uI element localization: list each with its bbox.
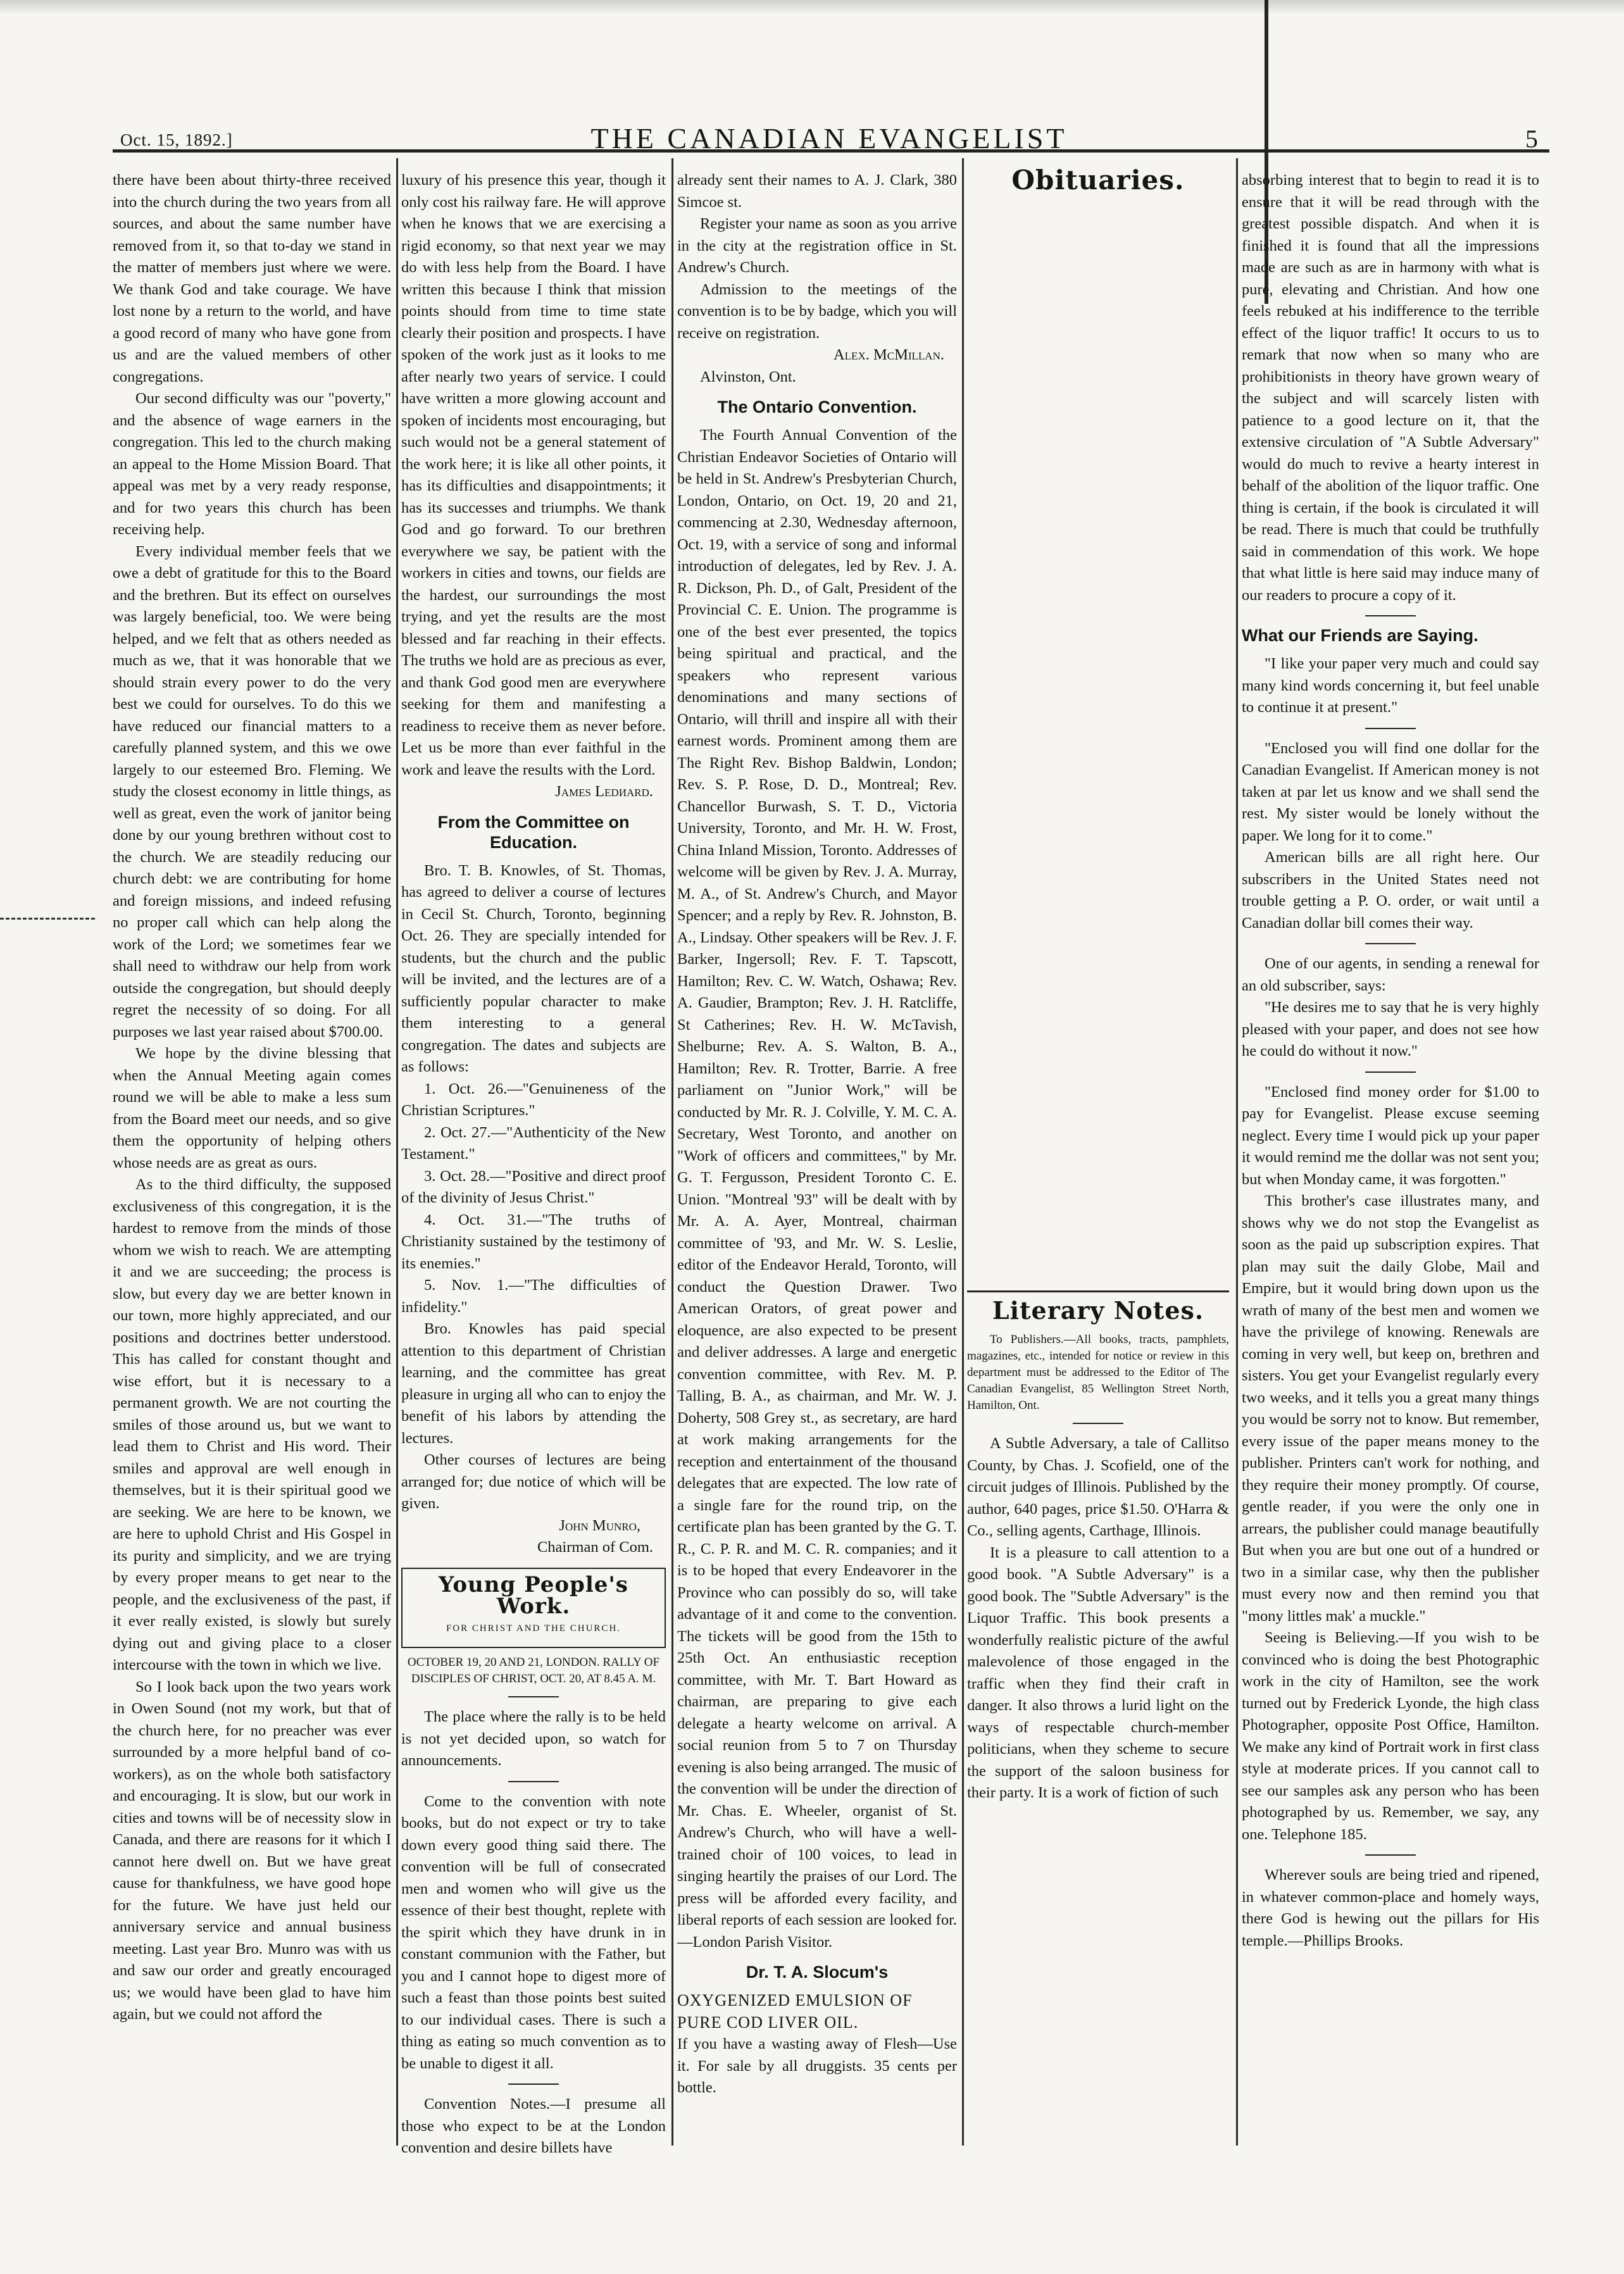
- divider: [508, 2083, 559, 2085]
- column-1: [113, 170, 391, 2138]
- signature-title: Chairman of Com.: [537, 1539, 653, 1556]
- paragraph: absorbing interest that to begin to read it is to ensure that it will be read through with the greatest possible dispatch. And when it is finished it is found that all the impressions made are such as are in harmony with what is pure, elevating and Christian. And how one feels rebuked at his indifference to the terrible effect of the liquor traffic! It occurs to us to remark that now when so many who are prohibitionists in theory have grown weary of the subject and will scarcely listen with patience to a good lecture on it, that the extensive circulation of "A Subtle Adversary" would do much to revive a hearty interest in behalf of the abolition of the liquor traffic. One thing is certain, if the book is circulated it will be read. There is much that could be truthfully said in commendation of this work. We hope that what little is here said may induce many of our readers to procure a copy of it.: [1242, 172, 1539, 604]
- paragraph: The place where the rally is to be held is not yet decided upon, so watch for announcements.: [401, 1708, 666, 1769]
- paragraph: One of our agents, in sending a renewal for an old subscriber, says:: [1242, 955, 1539, 994]
- scan-edge-mark: [0, 918, 95, 920]
- list-item: 2. Oct. 27.—"Authenticity of the New Testament.": [401, 1123, 666, 1163]
- list-item: 5. Nov. 1.—"The difficulties of infidelity.": [401, 1277, 666, 1316]
- divider: [1365, 615, 1416, 616]
- paragraph: As to the third difficulty, the supposed exclusiveness of this congregation, it is the hardest to remove from the minds of those whom we wish to reach. We are attempting it and we are succeeding; the process is slow, but every day we are better known in our town, more highly appreciated, and our positions and doctrines better understood. This has called for constant thought and wise effort, but it is necessary to a permanent growth. We are not courting the smiles of those around us, but we want to lead them to Christ and His word. Their smiles and approval are well enough in themselves, but it is their spiritual good we are seeking. We are here to be known, we are here to uphold Christ and His Gospel in its purity and simplicity, and we are trying by every proper means to get near to the people, and the exclusiveness of the past, if it ever really existed, is slowly but surely dying out and giving place to a closer intercourse with the town in which we live.: [113, 1176, 391, 1673]
- advert-line: OXYGENIZED EMULSION OF PURE COD LIVER OIL.: [677, 1991, 913, 2032]
- paragraph: Admission to the meetings of the convention is to be by badge, which you will receive on registration.: [677, 280, 957, 342]
- column-3: [677, 170, 957, 2138]
- paragraph: there have been about thirty-three received into the church during the two years from all sources, and about the same number have removed from it, so that to-day we stand in the matter of members just where we were. We thank God and take courage. We have lost none by a return to the world, and have a good record of many who have gone from us and are the valued members of other congregations.: [113, 172, 391, 385]
- column-rule: [1236, 158, 1238, 2146]
- paragraph: Seeing is Believing.—If you wish to be convinced who is doing the best Photographic work in the city of Hamilton, see the work turned out by Frederick Lyonde, the high class Photographer, opposite Post Office, Hamilton. We make any kind of Portrait work in first class style at moderate prices. If you cannot call to see our samples ask any person who has been photographed by us. Remember, we say, any one. Telephone 185.: [1242, 1629, 1539, 1843]
- paragraph: luxury of his presence this year, though it only cost his railway fare. He will approve when he knows that we are exercising a rigid economy, so that next year we may do with less help from the Board. I have written this because I think that mission points should from time to time state clearly their position and prospects. I have spoken of the work just as it looks to me after nearly two years of service. I could have written a more glowing account and spoken of incidents most encouraging, but such would not be a general statement of the work here; it is like all other points, it has its difficulties and disappointments; it has its successes and triumphs. We thank God and go forward. To our brethren everywhere we say, be patient with the workers in cities and towns, our fields are the hardest, our surroundings the most trying, and yet the results are the most blessed and far reaching in their effects. The truths we hold are as precious as ever, and thank God good men are everywhere seeking for them and manifesting a readiness to receive them as never before. Let us be more than ever faithful in the work and leave the results with the Lord.: [401, 172, 666, 778]
- paragraph: Wherever souls are being tried and ripened, in whatever common-place and homely ways, there God is hewing out the pillars for His temple.—Phillips Brooks.: [1242, 1866, 1539, 1949]
- section-banner: [401, 1568, 666, 1649]
- paragraph: Register your name as soon as you arrive in the city at the registration office in St. Andrew's Church.: [677, 215, 957, 276]
- list-item: 4. Oct. 31.—"The truths of Christianity sustained by the testimony of its enemies.": [401, 1211, 666, 1272]
- heading-literary-notes: Literary Notes.: [992, 1296, 1204, 1325]
- paragraph: We hope by the divine blessing that when the Annual Meeting again comes round we will be able to make a less sum from the Board meet our needs, and so give them the opportunity of helping others whose needs are as great as ours.: [113, 1045, 391, 1171]
- divider: [967, 1290, 1229, 1292]
- paragraph: Our second difficulty was our "poverty," and the absence of wage earners in the congregation. This led to the church making an appeal to the Home Mission Board. That appeal was met by a very ready response, and for two years this church has been receiving help.: [113, 390, 391, 538]
- section-subtitle: FOR CHRIST AND THE CHURCH.: [446, 1623, 621, 1634]
- heading-committee: From the Committee on Education.: [437, 812, 630, 852]
- paragraph: Other courses of lectures are being arranged for; due notice of which will be given.: [401, 1451, 666, 1512]
- scan-edge: [0, 0, 1624, 14]
- issue-date: Oct. 15, 1892.]: [120, 130, 233, 149]
- quote: "I like your paper very much and could say many kind words concerning it, but feel unable to continue it at present.": [1242, 655, 1539, 716]
- signature: John Munro,: [559, 1516, 640, 1534]
- divider: [508, 1781, 559, 1782]
- signature: James Ledиard.: [555, 783, 653, 800]
- paragraph: Bro. T. B. Knowles, of St. Thomas, has agreed to deliver a course of lectures in Cecil St. Church, Toronto, beginning Oct. 26. They are specially intended for students, but the church and the public will be invited, and the lectures are of a sufficiently popular character to make them interesting to a general congregation. The dates and subjects are as follows:: [401, 861, 666, 1075]
- column-2: [401, 170, 666, 2156]
- masthead-title: THE CANADIAN EVANGELIST: [590, 122, 1068, 154]
- advert-text: If you have a wasting away of Flesh—Use it. For sale by all druggists. 35 cents per bottle.: [677, 2035, 957, 2096]
- paragraph: Every individual member feels that we owe a debt of gratitude for this to the Board and the brethren. But its effect on ourselves was largely beneficial, too. We were being helped, and we felt that as others needed as much as we, that it was honorable that we should strain every power to do the very best we could for ourselves. To do this we have reduced our financial matters to a carefully planned system, and this we owe largely to our esteemed Bro. Fleming. We study the closest economy in little things, as well as great, even the work of janitor being done by our young brethren without cost to the church. We are steadily reducing our church debt: we are contributing for home and foreign missions, and indeed refusing no proper call which can help along the work of the Lord; we sometimes fear we shall need to withdraw our help from work outside the congregation, but should deeply regret the necessity of so doing. For all purposes we last year raised about $700.00.: [113, 542, 391, 1040]
- list-item: 1. Oct. 26.—"Genuineness of the Christian Scriptures.": [401, 1080, 666, 1119]
- paragraph: already sent their names to A. J. Clark, 380 Simcoe st.: [677, 172, 957, 211]
- divider: [1365, 728, 1416, 729]
- column-rule: [671, 158, 673, 2146]
- page-number: 5: [1525, 125, 1538, 153]
- empty-space: [967, 202, 1229, 1290]
- publishers-note: To Publishers.—All books, tracts, pamphlets, magazines, etc., intended for notice or review in this department must be addressed to the Editor of The Canadian Evangelist, 85 Wellington Street North, Hamilton, Ont.: [967, 1333, 1229, 1412]
- quote: "He desires me to say that he is very highly pleased with your paper, and does not see how he could do without it now.": [1242, 999, 1539, 1059]
- paragraph: Convention Notes.—I presume all those who expect to be at the London convention and desire billets have: [401, 2096, 666, 2156]
- column-rule: [962, 158, 964, 2146]
- paragraph: A Subtle Adversary, a tale of Callitso County, by Chas. J. Scofield, one of the circuit judges of Illinois. Published by the author, 640 pages, price $1.50. O'Harra & Co., selling agents, Carthage, Illinois.: [967, 1435, 1229, 1539]
- divider: [1365, 943, 1416, 944]
- column-4: [967, 165, 1229, 2138]
- quote: "Enclosed you will find one dollar for the Canadian Evangelist. If American money is not taken at par let us know and we shall send the rest. My sister would be lonely without the paper. We long for it to come.": [1242, 739, 1539, 844]
- divider: [508, 1696, 559, 1697]
- divider: [1365, 1071, 1416, 1073]
- paragraph: The Fourth Annual Convention of the Christian Endeavor Societies of Ontario will be held in St. Andrew's Presbyterian Church, London, Ontario, on Oct. 19, 20 and 21, commencing at 2.30, Wednesday afternoon, Oct. 19, with a service of song and informal introduction of delegates, led by Rev. J. A. R. Dickson, Ph. D., of Galt, President of the Provincial C. E. Union. The programme is one of the best ever presented, the topics being spiritual and practical, and the speakers who represent various denominations and many sections of Ontario, will thrill and inspire all with their earnest words. Prominent among them are The Right Rev. Bishop Baldwin, London; Rev. S. P. Rose, D. D., Montreal; Rev. Chancellor Burwash, S. T. D., Victoria University, Toronto, and Mr. H. W. Frost, China Inland Mission, Toronto. Addresses of welcome will be given by Rev. J. A. Murray, M. A., of St. Andrew's Church, and Mayor Spencer; and a reply by Rev. R. Johnston, B. A., Lindsay. Other speakers will be Rev. J. F. Barker, Ingersoll; Rev. F. T. Tapscott, Hamilton; Rev. C. W. Watch, Oshawa; Rev. A. Gaudier, Brampton; Rev. J. H. Ratcliffe, St Catherines; Rev. H. W. McTavish, Shelburne; Rev. A. S. Walton, B. A., Hamilton; Rev. R. Trotter, Barrie. A free parliament on "Junior Work," will be conducted by Mr. R. J. Colville, Y. M. C. A. Secretary, West Toronto, and another on "Work of officers and committees," by Mr. G. T. Fergusson, President Toronto C. E. Union. "Montreal '93" will be dealt with by Mr. A. A. Ayer, Montreal, chairman committee of '93, and Mr. W. S. Leslie, editor of the Endeavor Herald, Toronto, will conduct the Question Drawer. Two American Orators, of great power and eloquence, are also expected to be present and deliver addresses. A large and energetic convention committee, with Rev. M. P. Talling, B. A., as chairman, and Mr. W. J. Doherty, 508 Grey st., as secretary, are hard at work making arrangements for the reception and entertainment of the thousand delegates that are expected. The low rate of a single fare for the round trip, on the certificate plan has been granted by the G. T. R., C. P. R. and M. C. R. companies; and it is to be hoped that every Endeavorer in the Province who can possibly do so, will take advantage of it and come to the convention. The tickets will be good from the 15th to 25th Oct. An enthusiastic reception committee, with Mr. T. Bart Howard as chairman, are preparing to give each delegate a hearty welcome on arrival. A social reunion from 5 to 7 on Thursday evening is also being arranged. The music of the convention will be under the direction of Mr. Chas. E. Wheeler, organist of St. Andrew's Church, who will have a well-trained choir of 100 voices, to lead in singing heartily the praises of our Lord. The press will be afforded every facility, and liberal reports of each session are looked for.—London Parish Visitor.: [677, 427, 957, 1951]
- paragraph: It is a pleasure to call attention to a good book. "A Subtle Adversary" is a good book. The "Subtle Adversary" is the Liquor Traffic. This book presents a wonderfully realistic picture of the awful malevolence of those engaged in the traffic when they find their craft in danger. It also throws a lurid light on the ways of respectable church-member politicians, when they scheme to secure the support of the saloon business for their party. It is a work of fiction of such: [967, 1544, 1229, 1801]
- paragraph: So I look back upon the two years work in Owen Sound (not my work, but that of the church here, for no preacher was ever surrounded by a more helpful band of co-workers), as on the whole both satisfactory and encouraging. It is slow, but our work in cities and towns will be of necessity slow in Canada, and there are reasons for it which I cannot here dwell on. But we have great cause for thankfulness, we have good hope for the future. We have just held our anniversary service and annual business meeting. Last year Bro. Munro was with us and saw our order and greatly encouraged us; we would have been glad to have him again, but we could not afford the: [113, 1678, 391, 2023]
- notice: OCTOBER 19, 20 AND 21, LONDON. RALLY OF DISCIPLES OF CHRIST, OCT. 20, AT 8.45 A. M.: [407, 1656, 660, 1685]
- page-header: [120, 122, 1538, 166]
- list-item: 3. Oct. 28.—"Positive and direct proof of the divinity of Jesus Christ.": [401, 1167, 666, 1206]
- paragraph: Bro. Knowles has paid special attention to this department of Christian learning, and the committee has great pleasure in urging all who can to enjoy the benefit of his labors by attending the lectures.: [401, 1320, 666, 1447]
- signature: Alex. McMillan.: [833, 346, 944, 363]
- heading-advert: Dr. T. A. Slocum's: [746, 1963, 889, 1982]
- divider: [1365, 1854, 1416, 1856]
- heading-friends-saying: What our Friends are Saying.: [1242, 626, 1478, 645]
- column-5: [1242, 170, 1539, 2138]
- heading-ontario-convention: The Ontario Convention.: [717, 397, 917, 416]
- section-title: Young People's Work.: [439, 1571, 628, 1619]
- divider: [1073, 1423, 1123, 1424]
- column-rule: [396, 158, 398, 2146]
- paragraph: Come to the convention with note books, but do not expect or try to take down every good thing said there. The convention will be full of consecrated men and women who will give us the essence of their best thought, replete with the spirit which they have drunk in in constant communion with the Father, but you and I cannot hope to digest more of such a feast than those points best suited to our individual cases. There is such a thing as eating so much convention as to be unable to digest it all.: [401, 1792, 666, 2072]
- heading-obituaries: Obituaries.: [1011, 165, 1185, 196]
- quote: "Enclosed find money order for $1.00 to pay for Evangelist. Please excuse seeming neglect. Every time I would pick up your paper it would remind me the dollar was not sent you; but when Monday came, it was forgotten.": [1242, 1083, 1539, 1188]
- place-line: Alvinston, Ont.: [700, 368, 796, 385]
- header-rule: [113, 149, 1549, 153]
- paragraph: American bills are all right here. Our subscribers in the United States need not trouble getting a P. O. order, or wait until a Canadian dollar bill comes their way.: [1242, 849, 1539, 932]
- paragraph: This brother's case illustrates many, and shows why we do not stop the Evangelist as soon as the paid up subscription expires. That plan may suit the daily Globe, Mail and Empire, but it would bring down upon us the wrath of many of the best men and women we have the privilege of knowing. Renewals are coming in very well, but keep on, brethren and sisters. You get your Evangelist regularly every two weeks, and it tells you a great many things you would be sorry not to know. But remember, every issue of the paper means money to the publisher. Printers can't work for nothing, and they require their money promptly. Of course, gentle reader, if you were the only one in arrears, the publisher could manage beautifully But when you are but one out of a hundred or two in a similar case, why then the publisher must every now and then remind you that "mony littles mak' a muckle.": [1242, 1192, 1539, 1625]
